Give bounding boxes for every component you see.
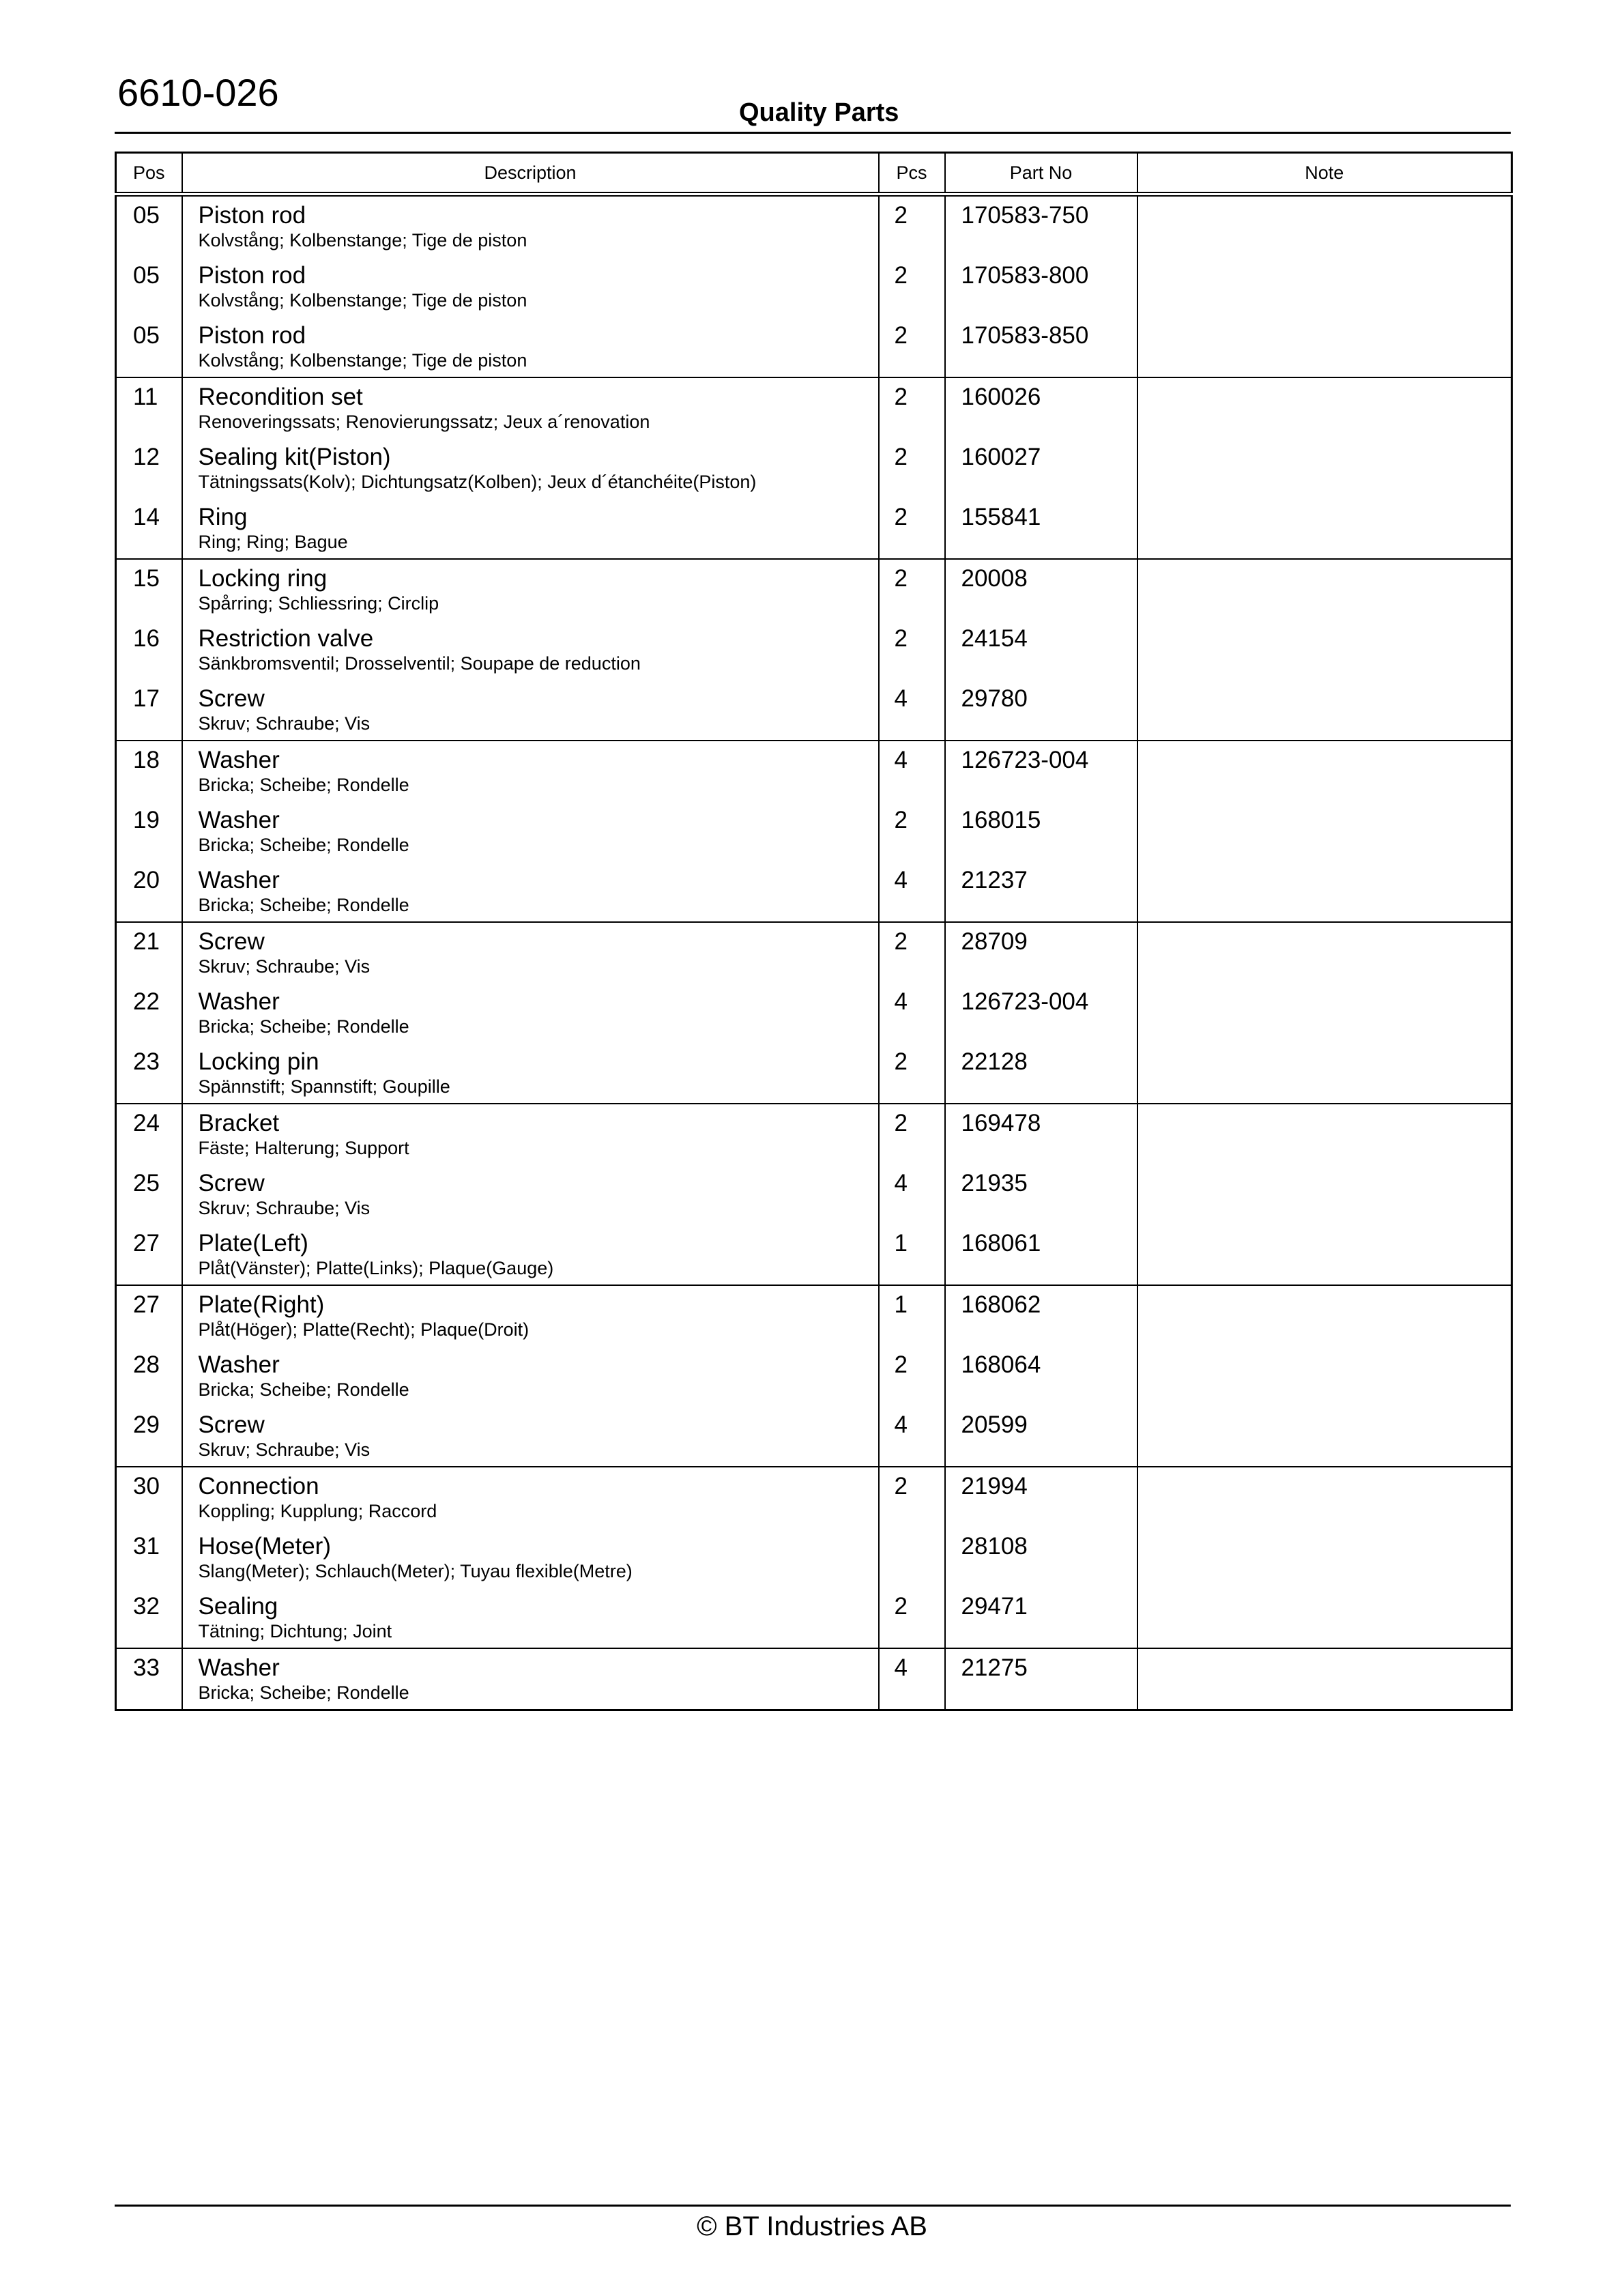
item-part-no: 168015 xyxy=(961,807,1041,833)
item-note xyxy=(1138,1649,1511,1709)
item-note xyxy=(1138,861,1511,921)
item-pos: 27 xyxy=(133,1291,160,1318)
pos-cell xyxy=(116,559,182,741)
pcs-cell xyxy=(879,922,945,1104)
pos-cell xyxy=(116,377,182,559)
table-header-row xyxy=(116,153,1512,195)
item-pcs: 2 xyxy=(894,202,908,229)
item-part-no: 126723-004 xyxy=(961,747,1089,773)
item-name: Connection xyxy=(198,1473,319,1499)
item-name: Piston rod xyxy=(198,322,306,349)
note-cell xyxy=(1137,741,1512,922)
item-pos: 11 xyxy=(133,384,158,410)
item-pcs: 4 xyxy=(894,1170,908,1196)
item-pcs: 2 xyxy=(894,1351,908,1378)
item-part-no: 160026 xyxy=(961,384,1041,410)
item-name: Sealing kit(Piston) xyxy=(198,444,391,470)
item-note xyxy=(1138,317,1511,377)
item-translations: Skruv; Schraube; Vis xyxy=(198,956,371,977)
note-cell xyxy=(1137,195,1512,378)
item-pos: 12 xyxy=(133,444,160,470)
item-pcs: 2 xyxy=(894,1473,908,1499)
item-pos: 27 xyxy=(133,1230,160,1257)
item-part-no: 126723-004 xyxy=(961,988,1089,1015)
item-part-no: 21935 xyxy=(961,1170,1028,1196)
item-name: Screw xyxy=(198,1411,265,1438)
item-note xyxy=(1138,498,1511,558)
pcs-cell xyxy=(879,1285,945,1467)
copyright-notice: © BT Industries AB xyxy=(697,2211,927,2241)
item-translations: Slang(Meter); Schlauch(Meter); Tuyau flexible(Metre) xyxy=(198,1561,633,1581)
item-translations: Skruv; Schraube; Vis xyxy=(198,713,371,734)
item-translations: Bricka; Scheibe; Rondelle xyxy=(198,775,409,795)
item-part-no: 28108 xyxy=(961,1533,1028,1560)
item-note xyxy=(1138,1043,1511,1103)
item-pcs: 2 xyxy=(894,262,908,289)
item-translations: Renoveringssats; Renovierungssatz; Jeux a´renovation xyxy=(198,412,650,432)
item-note xyxy=(1138,1286,1511,1346)
item-translations: Plåt(Höger); Platte(Recht); Plaque(Droit) xyxy=(198,1319,530,1340)
item-name: Washer xyxy=(198,807,280,833)
footer-divider xyxy=(115,2205,1511,2207)
page-title: Quality Parts xyxy=(739,98,899,127)
item-pos: 14 xyxy=(133,504,160,530)
description-cell xyxy=(182,1285,879,1467)
item-part-no: 21994 xyxy=(961,1473,1028,1499)
description-cell xyxy=(182,741,879,922)
item-note xyxy=(1138,1588,1511,1648)
note-cell xyxy=(1137,559,1512,741)
item-pcs: 2 xyxy=(894,444,908,470)
table-row xyxy=(116,741,1512,922)
item-pcs: 2 xyxy=(894,625,908,652)
item-pcs: 2 xyxy=(894,565,908,592)
item-part-no: 168062 xyxy=(961,1291,1041,1318)
item-translations: Bricka; Scheibe; Rondelle xyxy=(198,1379,409,1400)
item-translations: Ring; Ring; Bague xyxy=(198,532,348,552)
item-description xyxy=(183,1649,878,1709)
item-translations: Tätning; Dichtung; Joint xyxy=(198,1621,392,1641)
item-pos: 22 xyxy=(133,988,160,1015)
item-translations: Skruv; Schraube; Vis xyxy=(198,1198,371,1218)
pos-cell xyxy=(116,1467,182,1648)
parts-table xyxy=(115,152,1513,1711)
description-cell xyxy=(182,559,879,741)
item-part-no: 21237 xyxy=(961,867,1028,893)
item-name: Hose(Meter) xyxy=(198,1533,331,1560)
item-note xyxy=(1138,1346,1511,1406)
table-row xyxy=(116,195,1512,378)
pcs-cell xyxy=(879,1467,945,1648)
item-note xyxy=(1138,923,1511,983)
description-cell xyxy=(182,195,879,378)
item-pos: 19 xyxy=(133,807,160,833)
item-pcs: 1 xyxy=(894,1230,908,1257)
item-description xyxy=(183,317,878,377)
item-note xyxy=(1138,1467,1511,1527)
item-part-no: 160027 xyxy=(961,444,1041,470)
item-part-no: 29471 xyxy=(961,1593,1028,1620)
item-part-no: 22128 xyxy=(961,1048,1028,1075)
item-pcs: 2 xyxy=(894,928,908,955)
item-description xyxy=(183,1406,878,1466)
item-part-no: 168064 xyxy=(961,1351,1041,1378)
description-cell xyxy=(182,1467,879,1648)
pos-cell xyxy=(116,922,182,1104)
item-pos: 25 xyxy=(133,1170,160,1196)
item-part-no: 170583-800 xyxy=(961,262,1089,289)
item-description xyxy=(183,498,878,558)
item-pos: 29 xyxy=(133,1411,160,1438)
pos-cell xyxy=(116,1104,182,1285)
part-no-cell xyxy=(945,741,1137,922)
item-note xyxy=(1138,983,1511,1043)
item-pcs xyxy=(880,1527,944,1588)
item-translations: Bricka; Scheibe; Rondelle xyxy=(198,835,409,855)
description-cell xyxy=(182,1104,879,1285)
item-description xyxy=(183,1286,878,1346)
item-description xyxy=(183,620,878,680)
item-pos: 21 xyxy=(133,928,160,955)
item-pos: 31 xyxy=(133,1533,160,1560)
item-note xyxy=(1138,620,1511,680)
item-pos: 15 xyxy=(133,565,160,592)
item-pcs: 2 xyxy=(894,1110,908,1136)
item-name: Bracket xyxy=(198,1110,280,1136)
item-translations: Fäste; Halterung; Support xyxy=(198,1138,409,1158)
item-part-no: 24154 xyxy=(961,625,1028,652)
item-name: Plate(Left) xyxy=(198,1230,308,1257)
table-row xyxy=(116,1467,1512,1648)
pos-cell xyxy=(116,741,182,922)
item-part-no: 170583-750 xyxy=(961,202,1089,229)
item-pcs: 4 xyxy=(894,1654,908,1681)
item-pos: 17 xyxy=(133,685,160,712)
item-name: Screw xyxy=(198,928,265,955)
item-part-no: 29780 xyxy=(961,685,1028,712)
item-part-no: 168061 xyxy=(961,1230,1041,1257)
description-cell xyxy=(182,1648,879,1710)
item-note xyxy=(1138,1527,1511,1588)
table-row xyxy=(116,922,1512,1104)
item-pcs: 2 xyxy=(894,1048,908,1075)
item-pcs: 4 xyxy=(894,1411,908,1438)
item-translations: Kolvstång; Kolbenstange; Tige de piston xyxy=(198,230,527,250)
item-pos: 05 xyxy=(133,322,160,349)
part-no-cell xyxy=(945,559,1137,741)
item-description xyxy=(183,923,878,983)
note-cell xyxy=(1137,1104,1512,1285)
item-pos: 32 xyxy=(133,1593,160,1620)
item-note xyxy=(1138,1224,1511,1285)
item-name: Restriction valve xyxy=(198,625,374,652)
item-pcs: 4 xyxy=(894,867,908,893)
item-name: Screw xyxy=(198,685,265,712)
item-translations: Skruv; Schraube; Vis xyxy=(198,1439,371,1460)
item-translations: Tätningssats(Kolv); Dichtungsatz(Kolben); Jeux d´étanchéite(Piston) xyxy=(198,472,757,492)
item-part-no: 20599 xyxy=(961,1411,1028,1438)
item-name: Piston rod xyxy=(198,202,306,229)
item-part-no: 170583-850 xyxy=(961,322,1089,349)
item-description xyxy=(183,1104,878,1164)
item-note xyxy=(1138,197,1511,257)
pcs-cell xyxy=(879,195,945,378)
item-translations: Sänkbromsventil; Drosselventil; Soupape de reduction xyxy=(198,653,641,674)
note-cell xyxy=(1137,922,1512,1104)
column-header-description: Description xyxy=(182,153,879,195)
item-translations: Spännstift; Spannstift; Goupille xyxy=(198,1076,450,1097)
item-part-no: 21275 xyxy=(961,1654,1028,1681)
item-name: Piston rod xyxy=(198,262,306,289)
table-row xyxy=(116,1648,1512,1710)
item-name: Ring xyxy=(198,504,248,530)
item-note xyxy=(1138,378,1511,438)
item-note xyxy=(1138,257,1511,317)
item-name: Sealing xyxy=(198,1593,278,1620)
item-name: Washer xyxy=(198,867,280,893)
item-pcs: 2 xyxy=(894,807,908,833)
item-name: Washer xyxy=(198,988,280,1015)
item-description xyxy=(183,1467,878,1527)
item-name: Locking ring xyxy=(198,565,328,592)
document-number: 6610-026 xyxy=(117,71,279,114)
pcs-cell xyxy=(879,1648,945,1710)
pcs-cell xyxy=(879,377,945,559)
item-description xyxy=(183,861,878,921)
item-pcs: 2 xyxy=(894,322,908,349)
description-cell xyxy=(182,377,879,559)
item-pos: 23 xyxy=(133,1048,160,1075)
item-pcs: 1 xyxy=(894,1291,908,1318)
item-description xyxy=(183,741,878,801)
item-note xyxy=(1138,801,1511,861)
part-no-cell xyxy=(945,1467,1137,1648)
part-no-cell xyxy=(945,195,1137,378)
column-header-pcs: Pcs xyxy=(879,153,945,195)
item-name: Locking pin xyxy=(198,1048,319,1075)
pos-cell xyxy=(116,195,182,378)
part-no-cell xyxy=(945,1285,1137,1467)
item-note xyxy=(1138,560,1511,620)
item-translations: Bricka; Scheibe; Rondelle xyxy=(198,1682,409,1703)
item-note xyxy=(1138,1164,1511,1224)
item-pos: 16 xyxy=(133,625,160,652)
item-name: Recondition set xyxy=(198,384,363,410)
item-pcs: 4 xyxy=(894,988,908,1015)
item-translations: Koppling; Kupplung; Raccord xyxy=(198,1501,437,1521)
item-part-no: 155841 xyxy=(961,504,1041,530)
item-description xyxy=(183,1164,878,1224)
part-no-cell xyxy=(945,1648,1137,1710)
item-name: Screw xyxy=(198,1170,265,1196)
item-translations: Spårring; Schliessring; Circlip xyxy=(198,593,439,614)
item-description xyxy=(183,560,878,620)
column-header-note: Note xyxy=(1137,153,1512,195)
item-translations: Bricka; Scheibe; Rondelle xyxy=(198,895,409,915)
item-description xyxy=(183,1527,878,1588)
column-header-part-no: Part No xyxy=(945,153,1137,195)
item-pos: 24 xyxy=(133,1110,160,1136)
item-note xyxy=(1138,1406,1511,1466)
item-note xyxy=(1138,1104,1511,1164)
item-pcs: 4 xyxy=(894,685,908,712)
item-description xyxy=(183,1588,878,1648)
item-translations: Kolvstång; Kolbenstange; Tige de piston xyxy=(198,350,527,371)
note-cell xyxy=(1137,1648,1512,1710)
note-cell xyxy=(1137,1285,1512,1467)
item-name: Washer xyxy=(198,747,280,773)
table-row xyxy=(116,559,1512,741)
table-row xyxy=(116,1104,1512,1285)
item-pos: 20 xyxy=(133,867,160,893)
part-no-cell xyxy=(945,377,1137,559)
column-header-pos: Pos xyxy=(116,153,182,195)
item-description xyxy=(183,1346,878,1406)
item-pos: 05 xyxy=(133,262,160,289)
item-description xyxy=(183,197,878,257)
note-cell xyxy=(1137,1467,1512,1648)
item-name: Washer xyxy=(198,1654,280,1681)
description-cell xyxy=(182,922,879,1104)
item-note xyxy=(1138,741,1511,801)
item-part-no: 169478 xyxy=(961,1110,1041,1136)
item-description xyxy=(183,983,878,1043)
item-pcs: 4 xyxy=(894,747,908,773)
item-note xyxy=(1138,438,1511,498)
pcs-cell xyxy=(879,1104,945,1285)
part-no-cell xyxy=(945,1104,1137,1285)
pos-cell xyxy=(116,1285,182,1467)
item-translations: Kolvstång; Kolbenstange; Tige de piston xyxy=(198,290,527,311)
item-pcs: 2 xyxy=(894,1593,908,1620)
table-row xyxy=(116,1285,1512,1467)
item-pcs: 2 xyxy=(894,504,908,530)
item-pos: 28 xyxy=(133,1351,160,1378)
item-description xyxy=(183,1043,878,1103)
item-pos: 33 xyxy=(133,1654,160,1681)
item-pos: 18 xyxy=(133,747,160,773)
part-no-cell xyxy=(945,922,1137,1104)
item-description xyxy=(183,1224,878,1285)
table-row xyxy=(116,377,1512,559)
item-translations: Bricka; Scheibe; Rondelle xyxy=(198,1016,409,1037)
item-translations: Plåt(Vänster); Platte(Links); Plaque(Gauge) xyxy=(198,1258,554,1278)
item-note xyxy=(1138,680,1511,740)
header-divider xyxy=(115,132,1511,134)
item-part-no: 28709 xyxy=(961,928,1028,955)
note-cell xyxy=(1137,377,1512,559)
item-description xyxy=(183,257,878,317)
item-name: Washer xyxy=(198,1351,280,1378)
item-description xyxy=(183,680,878,740)
item-description xyxy=(183,378,878,438)
item-description xyxy=(183,438,878,498)
item-pos: 05 xyxy=(133,202,160,229)
pos-cell xyxy=(116,1648,182,1710)
item-name: Plate(Right) xyxy=(198,1291,325,1318)
item-description xyxy=(183,801,878,861)
item-part-no: 20008 xyxy=(961,565,1028,592)
pcs-cell xyxy=(879,559,945,741)
item-pcs: 2 xyxy=(894,384,908,410)
pcs-cell xyxy=(879,741,945,922)
item-pos: 30 xyxy=(133,1473,160,1499)
